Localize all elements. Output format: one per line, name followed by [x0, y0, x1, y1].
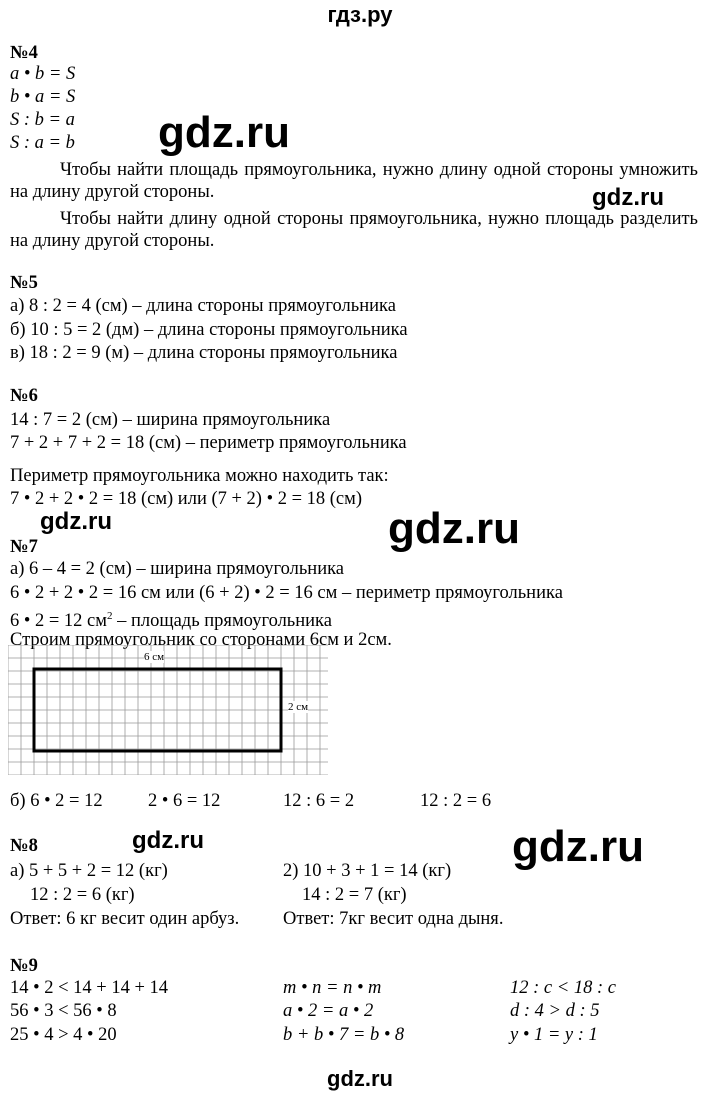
task-6-line-1: 14 : 7 = 2 (см) – ширина прямоугольника	[10, 410, 331, 430]
task-9-c1-r2: 56 • 3 < 56 • 8	[10, 1001, 117, 1021]
site-footer: gdz.ru	[327, 1066, 393, 1091]
task-8-left-3: Ответ: 6 кг весит один арбуз.	[10, 909, 240, 929]
task-6-title: №6	[10, 386, 38, 406]
task-5-title: №5	[10, 273, 38, 293]
task-7-line-1: а) 6 – 4 = 2 (см) – ширина прямоугольника	[10, 559, 345, 579]
task-7-title: №7	[10, 537, 38, 557]
task-4-rule-1: Чтобы найти площадь прямоугольника, нужно длину одной стороны умножить на длину другой стороны.	[10, 160, 698, 202]
site-header: гдз.ру	[327, 2, 393, 27]
task-9-c1-r1: 14 • 2 < 14 + 14 + 14	[10, 978, 169, 998]
task-9-c2-r2: a • 2 = a • 2	[283, 1001, 374, 1021]
rectangle-grid-figure	[8, 645, 328, 775]
area-expression: 6 • 2 = 12 см	[10, 611, 107, 632]
task-4-rule-2: Чтобы найти длину одной стороны прямоугольника, нужно площадь разделить на длину другой стороны.	[10, 209, 698, 251]
watermark-3: gdz.ru	[40, 508, 112, 535]
task-8-left-1: а) 5 + 5 + 2 = 12 (кг)	[10, 861, 168, 881]
task-7-line-4: Строим прямоугольник со сторонами 6см и 2см.	[10, 630, 392, 650]
task-5-line-c: в) 18 : 2 = 9 (м) – длина стороны прямоугольника	[10, 343, 398, 363]
grid-label-length: 6 см	[144, 651, 165, 663]
formula-4: S : a = b	[10, 133, 75, 153]
watermark-1: gdz.ru	[158, 108, 290, 157]
watermark-2: gdz.ru	[592, 184, 664, 211]
formula-1: a • b = S	[10, 64, 76, 84]
task-8-left-2: 12 : 2 = 6 (кг)	[30, 885, 135, 905]
task-7-b-1: б) 6 • 2 = 12	[10, 791, 103, 811]
area-label: – площадь прямоугольника	[112, 611, 332, 632]
task-6-line-2: 7 + 2 + 7 + 2 = 18 (см) – периметр прямоугольника	[10, 433, 407, 453]
task-9-c2-r1: m • n = n • m	[283, 978, 382, 998]
grid-svg	[8, 645, 328, 775]
task-6-line-3: Периметр прямоугольника можно находить так:	[10, 466, 389, 486]
task-9-c2-r3: b + b • 7 = b • 8	[283, 1025, 405, 1045]
task-6-line-4: 7 • 2 + 2 • 2 = 18 (см) или (7 + 2) • 2 = 18 (см)	[10, 489, 362, 509]
task-5-line-b: б) 10 : 5 = 2 (дм) – длина стороны прямоугольника	[10, 320, 408, 340]
grid-label-width: 2 см	[288, 701, 309, 713]
task-7-b-4: 12 : 2 = 6	[420, 791, 492, 811]
task-7-b-2: 2 • 6 = 12	[148, 791, 221, 811]
square-exponent: 2	[106, 610, 113, 622]
task-5-line-a: а) 8 : 2 = 4 (см) – длина стороны прямоугольника	[10, 296, 396, 316]
task-4-title: №4	[10, 43, 38, 63]
task-7-line-2: 6 • 2 + 2 • 2 = 16 см или (6 + 2) • 2 = 16 см – периметр прямоугольника	[10, 583, 563, 603]
task-8-right-1: 2) 10 + 3 + 1 = 14 (кг)	[283, 861, 452, 881]
task-9-c3-r1: 12 : c < 18 : c	[510, 978, 616, 998]
task-9-c1-r3: 25 • 4 > 4 • 20	[10, 1025, 117, 1045]
task-7-b-3: 12 : 6 = 2	[283, 791, 355, 811]
formula-2: b • a = S	[10, 87, 76, 107]
watermark-4: gdz.ru	[388, 504, 520, 553]
task-9-c3-r2: d : 4 > d : 5	[510, 1001, 600, 1021]
task-8-right-3: Ответ: 7кг весит одна дыня.	[283, 909, 504, 929]
task-9-c3-r3: y • 1 = y : 1	[510, 1025, 598, 1045]
watermark-5: gdz.ru	[132, 827, 204, 854]
task-8-right-2: 14 : 2 = 7 (кг)	[302, 885, 407, 905]
task-9-title: №9	[10, 956, 38, 976]
watermark-6: gdz.ru	[512, 822, 644, 871]
task-8-title: №8	[10, 836, 38, 856]
formula-3: S : b = a	[10, 110, 75, 130]
